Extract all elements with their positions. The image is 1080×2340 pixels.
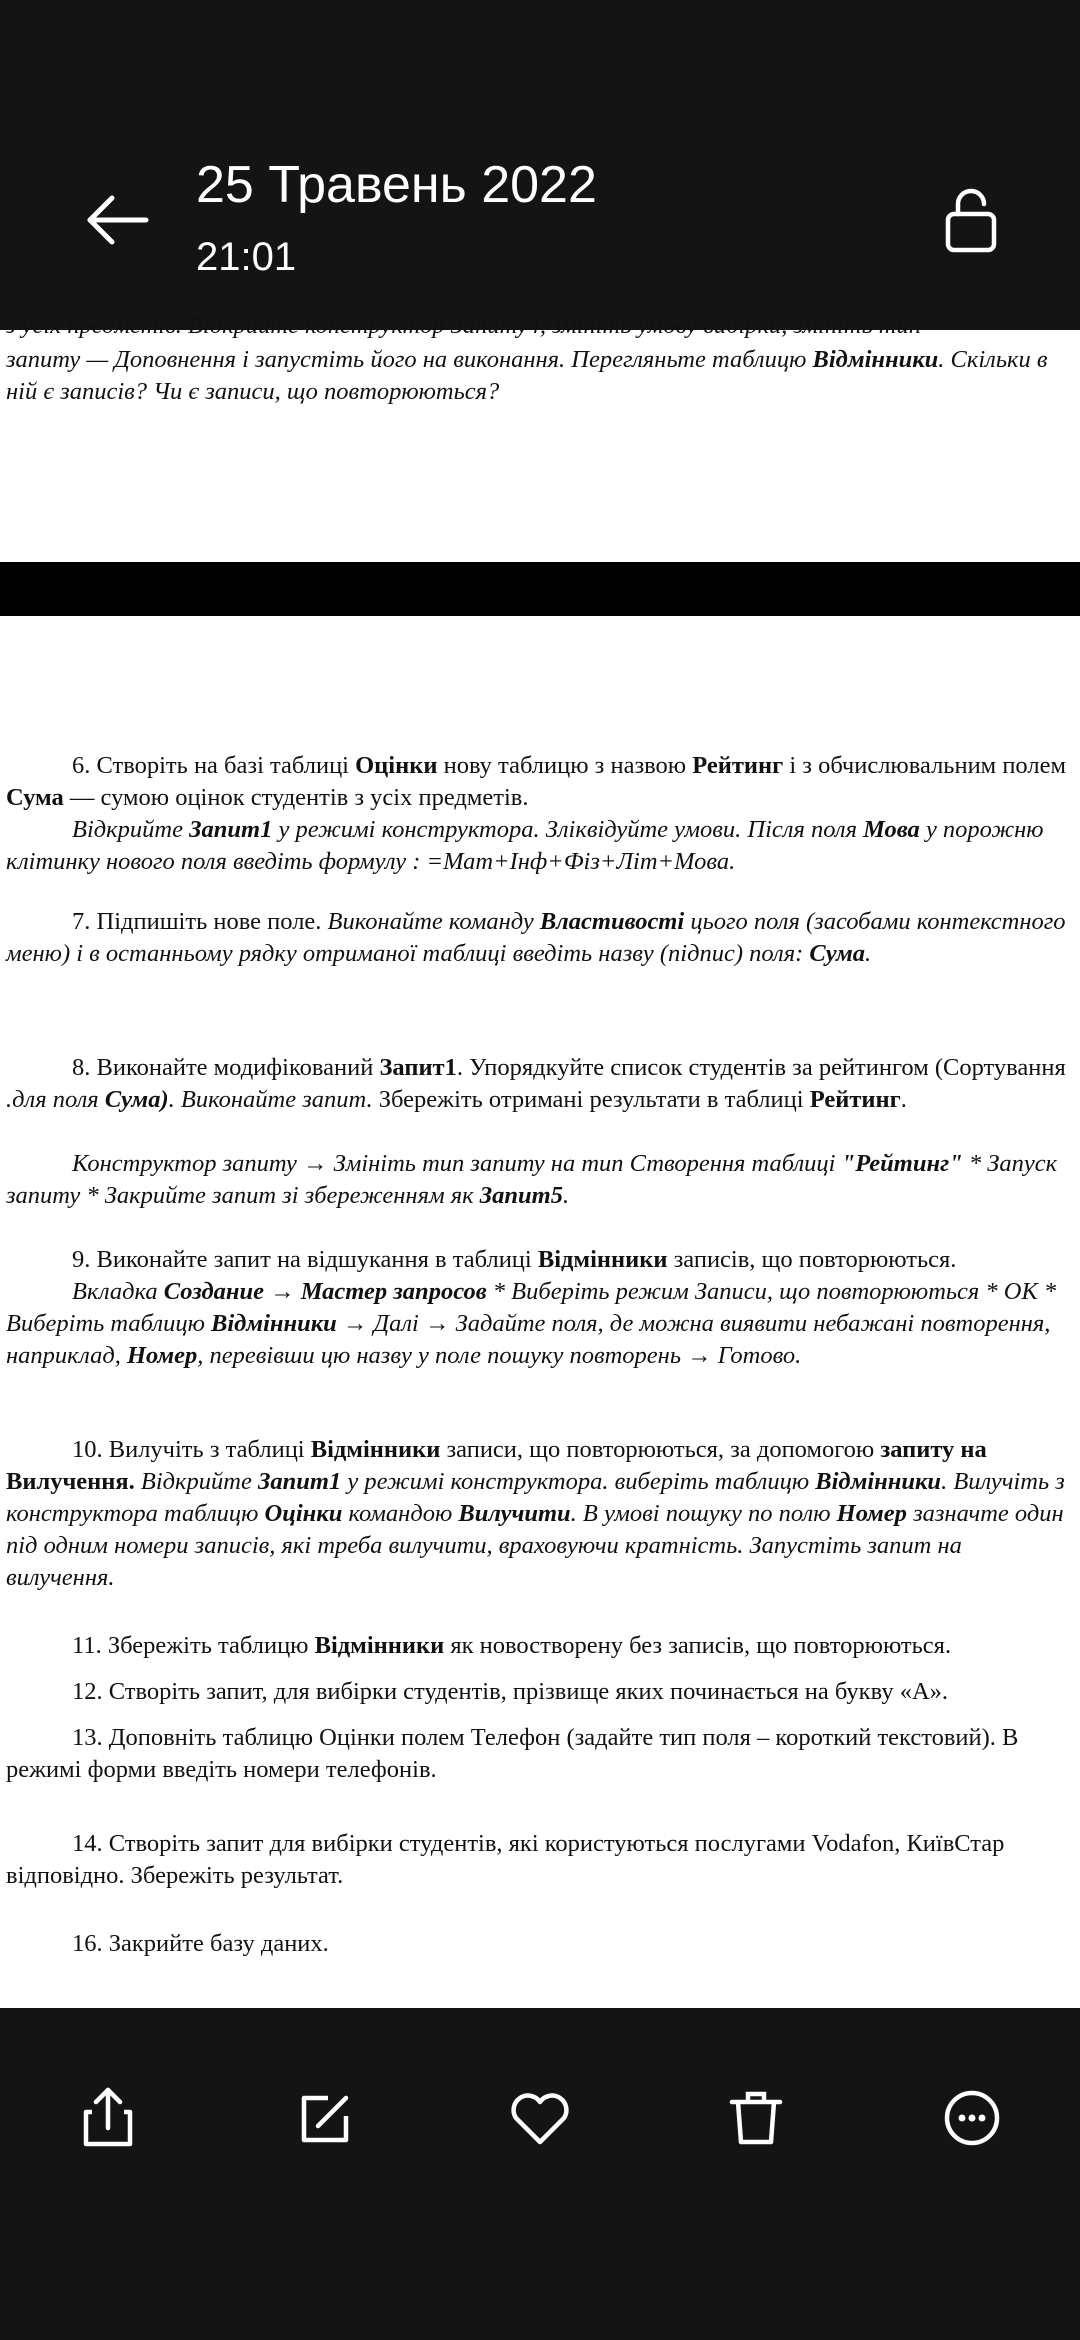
- doc-paragraph-16: 16. Закрийте базу даних.: [72, 1930, 329, 1957]
- viewer-toolbar: [0, 2008, 1080, 2340]
- cut-text-line: з усіх предметів. Відкрийте конструктор Запиту4, змініть умову вибірки, змініть тип: [6, 312, 921, 339]
- doc-paragraph-13: 13. Доповніть таблицю Оцінки полем Телефон (задайте тип поля – короткий текстовий). В режимі форми введіть номери телефонів.: [6, 1724, 1019, 1783]
- doc-paragraph-8-instructions: Конструктор запиту → Змініть тип запиту на тип Створення таблиці "Рейтинг" * Запуск запиту * Закрийте запит зі збереженням як Запит5.: [6, 1150, 1058, 1209]
- doc-paragraph-9-instructions: Вкладка Создание → Мастер запросов * Виберіть режим Записи, що повторюються * ОК * Виберіть таблицю Відмінники → Далі → Задайте поля, де можна виявити небажані повторення, наприклад, Номер, перевівши цю назву у поле пошуку повторень → Готово.: [6, 1278, 1057, 1369]
- photo-time: 21:01: [196, 235, 297, 279]
- document-page-top: [0, 312, 1080, 562]
- document-page-main: [0, 616, 1080, 2008]
- viewer-header: [0, 0, 1080, 330]
- page-divider: [0, 562, 1080, 616]
- doc-paragraph-6-instructions: Відкрийте Запит1 у режимі конструктора. Зліквідуйте умови. Після поля Мова у порожню клітинку нового поля введіть формулу : =Мат+Інф+Фіз+Літ+Мова.: [6, 816, 1044, 875]
- doc-paragraph-8: 8. Виконайте модифікований Запит1. Упорядкуйте список студентів за рейтингом (Сортування .для поля Сума). Виконайте запит. Збережіть отримані результати в таблиці Рейтинг.: [6, 1054, 1066, 1113]
- doc-paragraph-11: 11. Збережіть таблицю Відмінники як новостворену без записів, що повторюються.: [72, 1632, 952, 1659]
- arrow-left-icon[interactable]: [78, 180, 158, 260]
- unlock-icon[interactable]: [930, 180, 1010, 260]
- doc-paragraph-9: 9. Виконайте запит на відшукання в таблиці Відмінники записів, що повторюються.: [72, 1246, 957, 1273]
- heart-icon[interactable]: [500, 2078, 580, 2158]
- more-icon[interactable]: [932, 2078, 1012, 2158]
- edit-icon[interactable]: [284, 2078, 364, 2158]
- photo-date: 25 Травень 2022: [196, 156, 597, 214]
- doc-paragraph-10: 10. Вилучіть з таблиці Відмінники записи, що повторюються, за допомогою запиту на Вилучення. Відкрийте Запит1 у режимі конструктора. виберіть таблицю Відмінники. Вилучіть з конструктора таблицю Оцінки командою Вилучити. В умові пошуку по полю Номер зазначте один під одним номери записів, які треба вилучити, враховуючи кратність. Запустіть запит на вилучення.: [6, 1436, 1065, 1591]
- share-icon[interactable]: [68, 2078, 148, 2158]
- doc-paragraph: запиту — Доповнення і запустіть його на виконання. Перегляньте таблицю Відмінники. Скільки в ній є записів? Чи є записи, що повторюються?: [6, 346, 1048, 405]
- doc-paragraph-12: 12. Створіть запит, для вибірки студентів, прізвище яких починається на букву «А».: [72, 1678, 949, 1705]
- doc-paragraph-14: 14. Створіть запит для вибірки студентів, які користуються послугами Vodafon, КиївСтар відповідно. Збережіть результат.: [6, 1830, 1005, 1889]
- doc-paragraph-6: 6. Створіть на базі таблиці Оцінки нову таблицю з назвою Рейтинг і з обчислювальним полем Сума — сумою оцінок студентів з усіх предметів.: [6, 752, 1066, 811]
- trash-icon[interactable]: [716, 2078, 796, 2158]
- doc-paragraph-7: 7. Підпишіть нове поле. Виконайте команду Властивості цього поля (засобами контекстного меню) і в останньому рядку отриманої таблиці введіть назву (підпис) поля: Сума.: [6, 908, 1066, 967]
